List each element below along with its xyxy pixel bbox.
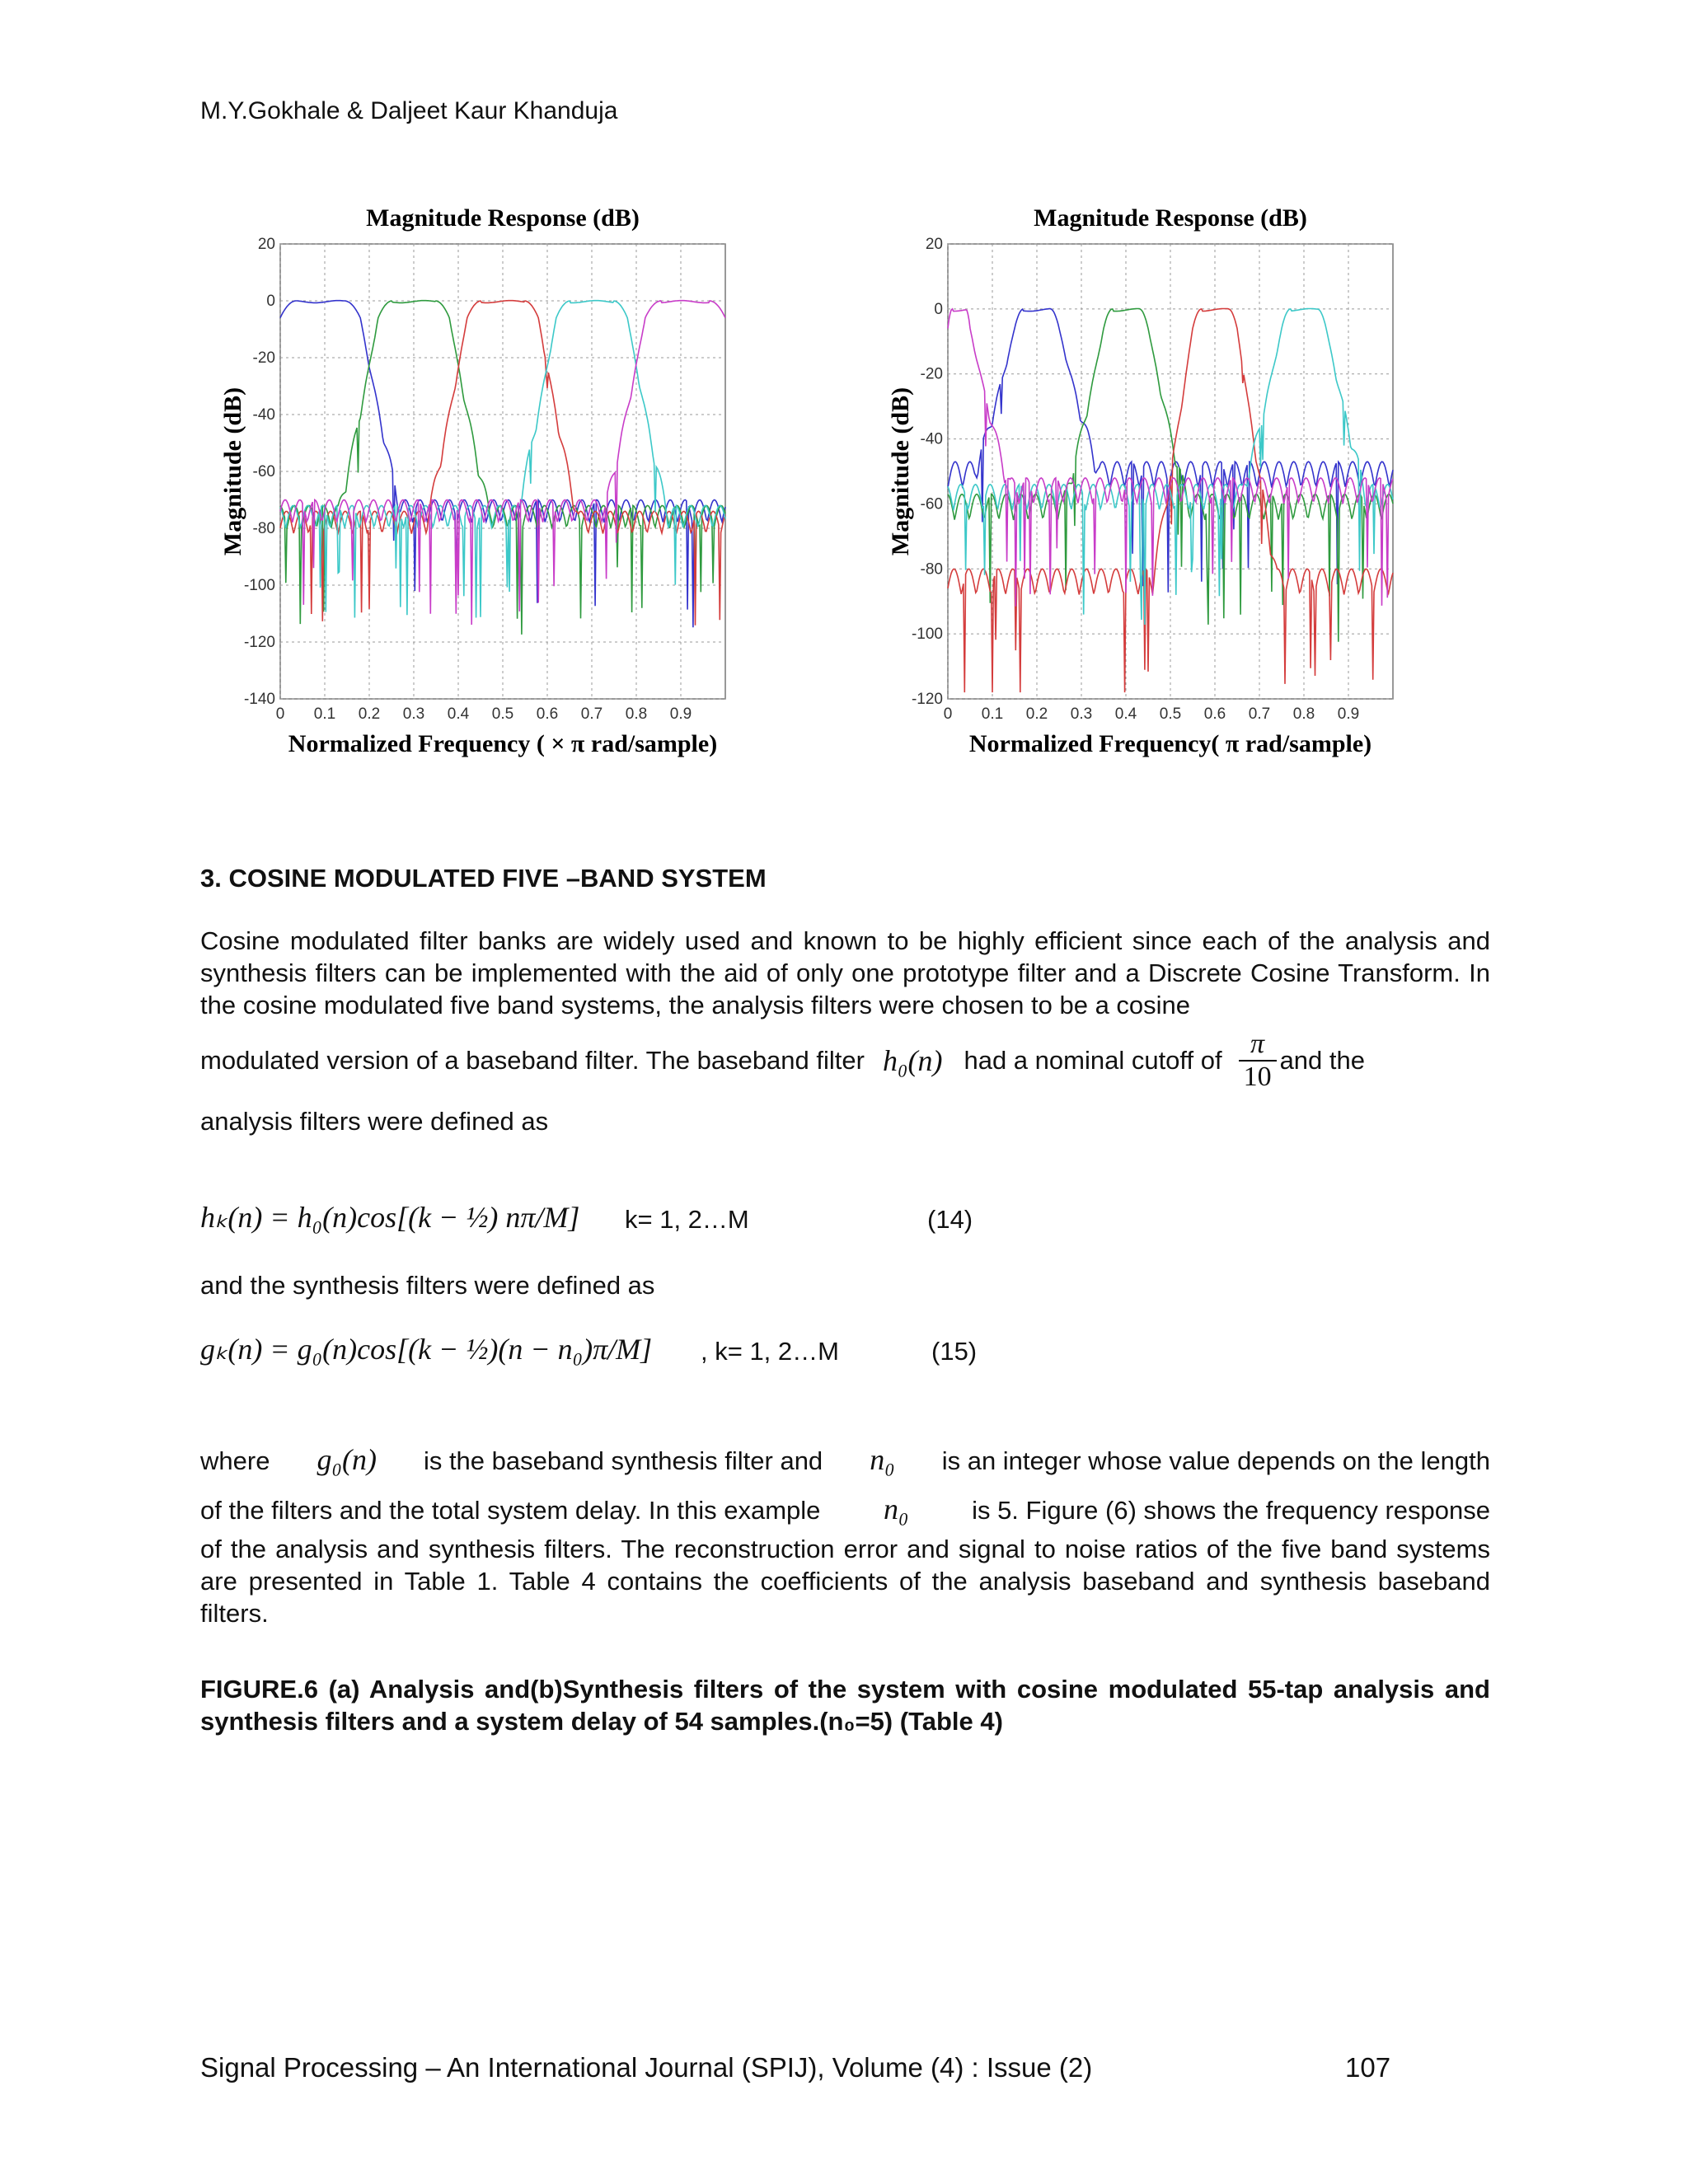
paragraph-intro-line4 xyxy=(200,1029,1490,1093)
x-tick-label: 0.7 xyxy=(580,705,603,723)
x-tick-label: 0.8 xyxy=(625,705,648,723)
x-tick-label: 0.8 xyxy=(1292,705,1315,723)
text-segment: had a nominal cutoff of xyxy=(964,1046,1222,1075)
n0-symbol: n₀ xyxy=(883,1493,909,1526)
chart-title: Magnitude Response (dB) xyxy=(1034,204,1307,232)
text-segment: is the baseband synthesis filter and xyxy=(423,1446,823,1475)
x-tick-label: 0.6 xyxy=(536,705,559,723)
text-segment: of the filters and the total system delay. In this example xyxy=(200,1496,821,1525)
x-tick-label: 0.4 xyxy=(447,705,470,723)
equation-15: gₖ(n) = g₀(n)cos[(k − ½)(n − n₀)π/M] xyxy=(200,1333,653,1366)
cutoff-denominator: 10 xyxy=(1243,1062,1272,1092)
equation-14: hₖ(n) = h₀(n)cos[(k − ½) nπ/M] xyxy=(200,1201,580,1234)
y-tick-label: -100 xyxy=(243,577,275,594)
chart-synthesis xyxy=(882,198,1418,775)
y-tick-label: 20 xyxy=(925,236,943,253)
x-tick-label: 0.9 xyxy=(1337,705,1360,723)
y-tick-label: -20 xyxy=(252,349,275,367)
y-tick-label: -120 xyxy=(243,634,275,651)
y-tick-label: -60 xyxy=(252,463,275,480)
y-tick-label: -80 xyxy=(920,560,943,579)
x-tick-label: 0.2 xyxy=(358,705,381,723)
x-tick-label: 0.3 xyxy=(1070,705,1093,723)
paragraph-intro: Cosine modulated filter banks are widely used and known to be highly efficient since each of the analysis and synthesis filters can be implemented with the aid of only one prototype filter and a Discrete Cosine Transform. In the cosine modulated five band systems, the analysis filters were chosen to be a cosine xyxy=(200,926,1490,1019)
baseband-filter-symbol: h₀(n) xyxy=(882,1044,943,1077)
y-axis-label: Magnitude (dB) xyxy=(887,387,914,556)
text-segment: is 5. Figure (6) shows the frequency response xyxy=(972,1496,1490,1525)
text-segment: and the xyxy=(1279,1046,1365,1075)
x-tick-label: 0.5 xyxy=(491,705,514,723)
equation-14-number: (14) xyxy=(927,1205,973,1234)
synthesis-filter-symbol: g₀(n) xyxy=(316,1443,377,1476)
paragraph-where-rest: of the analysis and synthesis filters. The reconstruction error and signal to noise ratios of the five band systems are presented in Table 1. Table 4 contains the coefficients of the analysis baseband and synthesis baseband filters. xyxy=(200,1535,1490,1628)
x-tick-label: 0.5 xyxy=(1159,705,1182,723)
y-tick-label: -40 xyxy=(252,406,275,424)
x-tick-label: 0.2 xyxy=(1025,705,1048,723)
x-tick-label: 0.3 xyxy=(402,705,425,723)
cutoff-fraction xyxy=(1239,1029,1277,1093)
figure-caption: FIGURE.6 (a) Analysis and(b)Synthesis filters of the system with cosine modulated 55-tap analysis and synthesis filters and a system delay of 54 samples.(n₀=5) (Table 4) xyxy=(200,1675,1490,1736)
text-segment: where xyxy=(200,1446,270,1475)
y-tick-label: 20 xyxy=(257,236,275,253)
n0-symbol: n₀ xyxy=(870,1443,895,1476)
x-tick-label: 0.1 xyxy=(981,705,1004,723)
paragraph-where-line2 xyxy=(200,1492,1490,1526)
y-tick-label: -120 xyxy=(911,691,943,708)
equation-14-range: k= 1, 2…M xyxy=(625,1205,749,1234)
x-tick-label: 0 xyxy=(943,705,953,723)
chart-title: Magnitude Response (dB) xyxy=(366,204,640,232)
equation-15-range: , k= 1, 2…M xyxy=(701,1337,839,1366)
text-segment: is an integer whose value depends on the length xyxy=(941,1446,1490,1475)
y-tick-label: -140 xyxy=(243,691,275,708)
y-tick-label: -80 xyxy=(252,520,275,537)
x-tick-label: 0.6 xyxy=(1203,705,1226,723)
page-number: 107 xyxy=(1345,2052,1391,2083)
y-axis-label: Magnitude (dB) xyxy=(219,387,246,556)
equation-15-number: (15) xyxy=(931,1337,978,1366)
y-tick-label: -60 xyxy=(920,495,943,513)
paragraph-synthesis-intro: and the synthesis filters were defined as xyxy=(200,1271,655,1300)
y-tick-label: -20 xyxy=(920,365,943,383)
x-tick-label: 0.9 xyxy=(669,705,692,723)
x-tick-label: 0.1 xyxy=(313,705,336,723)
x-axis-label: Normalized Frequency ( × π rad/sample) xyxy=(288,730,718,757)
x-tick-label: 0.4 xyxy=(1114,705,1137,723)
x-axis-label: Normalized Frequency( π rad/sample) xyxy=(968,730,1372,757)
y-tick-label: 0 xyxy=(266,293,275,310)
y-tick-label: -100 xyxy=(911,626,943,644)
section-heading: 3. COSINE MODULATED FIVE –BAND SYSTEM xyxy=(200,864,767,893)
text-segment: modulated version of a baseband filter. The baseband filter xyxy=(200,1046,865,1075)
x-tick-label: 0.7 xyxy=(1248,705,1271,723)
paragraph-where-line1 xyxy=(200,1442,1490,1477)
running-head: M.Y.Gokhale & Daljeet Kaur Khanduja xyxy=(200,97,618,124)
y-tick-label: -40 xyxy=(920,430,943,448)
footer-journal: Signal Processing – An International Journal (SPIJ), Volume (4) : Issue (2) xyxy=(200,2052,1093,2083)
y-tick-label: 0 xyxy=(934,300,943,318)
paragraph-intro-line5: analysis filters were defined as xyxy=(200,1107,549,1136)
cutoff-numerator: π xyxy=(1239,1029,1277,1062)
chart-analysis xyxy=(214,198,750,775)
x-tick-label: 0 xyxy=(275,705,285,723)
